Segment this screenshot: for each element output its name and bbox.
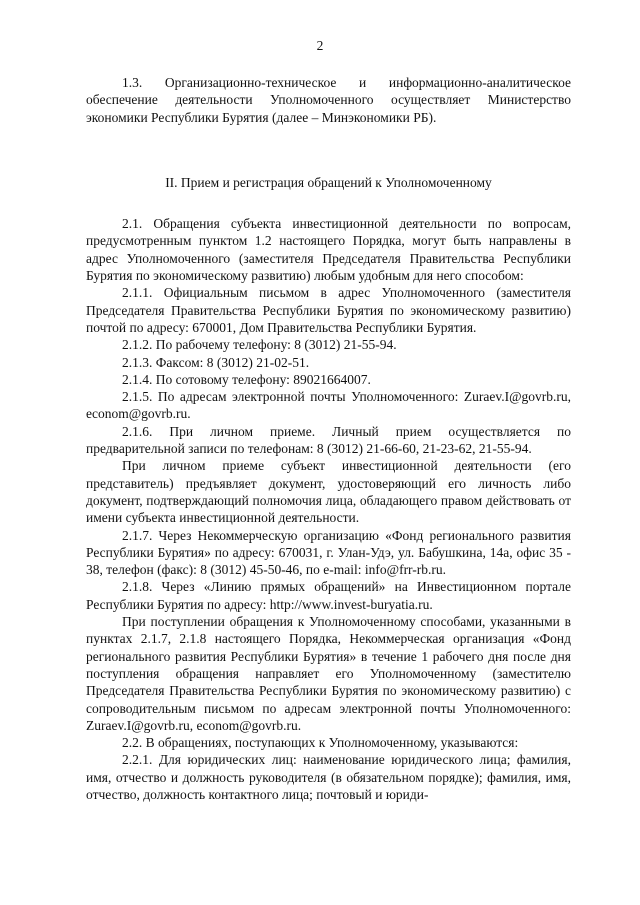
page-number: 2	[316, 38, 324, 53]
paragraph-2-1-5: 2.1.5. По адресам электронной почты Уполномоченного: Zuraev.I@govrb.ru, econom@govrb.ru.	[86, 389, 571, 422]
paragraph-2-1-6: 2.1.6. При личном приеме. Личный прием осуществляется по предварительной записи по телефонам: 8 (3012) 21-66-60, 21-23-62, 21-55-94.	[86, 423, 571, 457]
paragraph-1-3: 1.3. Организационно-техническое и информационно-аналитическое обеспечение деятельности Уполномоченного осуществляет Министерство экономики Республики Бурятия (далее – Минэкономики РБ).	[86, 75, 571, 125]
paragraph-2-1-8: 2.1.8. Через «Линию прямых обращений» на Инвестиционном портале Республики Бурятия по адресу: http://www.invest-buryatia.ru.	[86, 579, 571, 612]
paragraph-2-1-2: 2.1.2. По рабочему телефону: 8 (3012) 21-55-94.	[122, 337, 397, 353]
paragraph-2-1-3: 2.1.3. Факсом: 8 (3012) 21-02-51.	[122, 354, 310, 370]
document-body	[86, 74, 571, 803]
paragraph-forwarding: При поступлении обращения к Уполномоченному способами, указанными в пунктах 2.1.7, 2.1.8 настоящего Порядка, Некоммерческая организация «Фонд регионального развития Республики Бурятия» в течение 1 рабочего дня после дня поступления обращения направляет его Уполномоченному (заместителю Председателя Правительства Республики Бурятия по экономическому развитию) с сопроводительным письмом по адресам электронной почты Уполномоченного: Zuraev.I@govrb.ru, econom@govrb.ru.	[86, 614, 571, 733]
paragraph-2-1: 2.1. Обращения субъекта инвестиционной деятельности по вопросам, предусмотренным пунктом 1.2 настоящего Порядка, могут быть направлены в адрес Уполномоченного (заместителя Председателя Правительства Республики Бурятия по экономическому развитию) любым удобным для него способом:	[86, 216, 571, 284]
paragraph-2-1-4: 2.1.4. По сотовому телефону: 89021664007.	[122, 371, 371, 387]
paragraph-personal-reception: При личном приеме субъект инвестиционной деятельности (его представитель) предъявляет документ, удостоверяющий его личность либо документ, подтверждающий полномочия лица, обладающего правом действовать от имени субъекта инвестиционной деятельности.	[86, 458, 571, 526]
section-heading: II. Прием и регистрация обращений к Уполномоченному	[165, 174, 492, 190]
paragraph-2-1-7: 2.1.7. Через Некоммерческую организацию «Фонд регионального развития Республики Бурятия» по адресу: 670031, г. Улан-Удэ, ул. Бабушкина, 14а, офис 35 - 38, телефон (факс): 8 (3012) 45-50-46, по e-mail: info@frr-rb.ru.	[86, 527, 571, 578]
paragraph-2-2-1: 2.2.1. Для юридических лиц: наименование юридического лица; фамилия, имя, отчество и должность руководителя (в обязательном порядке); фамилия, имя, отчество, должность контактного лица; почтовый и юриди-	[86, 752, 571, 802]
paragraph-2-1-1: 2.1.1. Официальным письмом в адрес Уполномоченного (заместителя Председателя Правительства Республики Бурятия по экономическому развитию) почтой по адресу: 670001, Дом Правительства Республики Бурятия.	[86, 285, 571, 335]
paragraph-2-2: 2.2. В обращениях, поступающих к Уполномоченному, указываются:	[122, 735, 519, 751]
